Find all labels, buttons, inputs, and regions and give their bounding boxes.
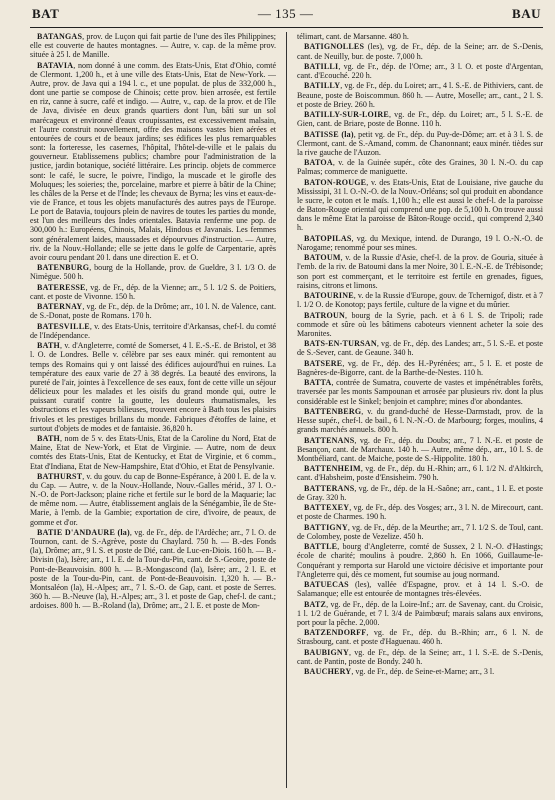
entry-text: , vg. de Fr., dép. des Landes; arr., 5 l. S.-E. et poste de S.-Sever, cant. de Geaune. 340 h.	[296, 339, 543, 358]
dictionary-entry	[297, 580, 543, 598]
entry-text: , vg. de Fr., dép. de la Drôme; arr., 10 l. N. de Valence, cant. de S.-Donat, poste de Romans. 170 h.	[30, 302, 277, 321]
dictionary-entry	[297, 110, 543, 128]
entry-headword: BATAVIA	[37, 60, 74, 70]
entry-text: , bourg de la Syrie, pach. et à 6 l. S. de Tripoli; rade commode et sûre où les bâtimens caboteurs viennent acheter la soie des Maronites.	[296, 310, 543, 338]
entry-headword: BAUBIGNY	[303, 647, 349, 657]
entry-headword: BATTA	[303, 378, 332, 388]
entry-text: , vg. de Fr., dép. de la Vienne; arr., 5 l. 1/2 S. de Poitiers, cant. et poste de Vivonne. 150 h.	[30, 282, 277, 301]
dictionary-entry	[30, 322, 276, 340]
entry-headword: BATUECAS	[303, 580, 349, 590]
entry-headword: BATOA	[303, 158, 333, 168]
entry-headword: BATERESSE	[37, 282, 86, 292]
entry-text: , vg. de Fr., dép. des H.-Pyrénées; arr., 5 l. E. et poste de Bagnères-de-Bigorre, cant. de la Barthe-de-Nestes. 110 h.	[296, 358, 543, 377]
dictionary-entry	[297, 359, 543, 377]
entry-headword: BATILLY	[303, 81, 341, 91]
entry-text: , vg. de Fr., dép. de l'Ardèche; arr., 7 l. O. de Tournon, cant. de S.-Agrève, poste du Chaylard. 750 h. — B.-des Fonds (la), Drôme; arr., 9 l. S. et poste de Dié, cant. de Luc-en-Diois. 160 h. — B.-Divisin (la), Isère; arr., 1 l. E. de la Tour-du-Pin, cant. de S.-Geoire, poste de Pont-de-Beauvoisin. 800 h. — B.-Mongascond (la), Isère; arr., 2 l. E. et poste de la Tour-du-Pin, cant. de Pont-de-Beauvoisin. 1,320 h. — B.-Montsaléon (la), H.-Alpes; arr., 7 l. S.-O. de Gap, cant. et poste de Serres. 360 h. — B.-Neuve (la), H.-Alpes; arr., 3 l. et poste de Gap, chef-l. de cant.; ardoises. 800 h. — B.-Roland (la), Drôme; arr., 2 l. E. et poste de Mon-	[30, 527, 277, 611]
dictionary-entry	[297, 523, 543, 541]
entry-headword: BATH	[37, 434, 61, 444]
entry-headword: BATTLE	[303, 542, 338, 552]
entry-text: télimart, cant. de Marsanne. 480 h.	[296, 32, 409, 41]
dictionary-entry	[297, 600, 543, 627]
entry-text: , v. d'Angleterre, comté de Somerset, 4 l. E.-S.-E. de Bristol, et 38 l. O. de Londres. Belle v. célèbre par ses eaux minér. qui remontent au temps des Romains qui y ont laissé des édifices aujourd'hui en ruines. La température des eaux varie de 27 à 38 degrés. La beauté des environs, la pureté de l'air, jointes à l'excellence de ses eaux, font de cette ville un séjour délicieux pour les malades et les oisifs du grand monde qui, outre le puissant curatif contre la goutte, les douleurs rhumatismales, les obstructions et les vapeurs bilieuses, trouvent encore à Bath tous les plaisirs frivoles et les prestiges brillans du monde. Fabriques d'étoffes de laine, et surtout d'objets de modes et de fantaisie. 36,820 h.	[30, 341, 277, 433]
left-column	[30, 32, 276, 788]
entry-text: (les), vallée d'Espagne, prov. et à 14 l. S.-O. de Salamanque; elle est entourée de montagnes très-élevées.	[296, 580, 543, 599]
entry-text: , vg. de Fr., dép. de la Meurthe; arr., 7 l. 1/2 S. de Toul, cant. de Colombey, poste de Vezelize. 450 h.	[296, 522, 543, 541]
entry-text: , vg. de Fr., dép. du Loiret; arr., 5 l. S.-E. de Gien, cant. de Briare, poste de Bonne. 110 h.	[296, 110, 543, 129]
dictionary-entry	[297, 542, 543, 579]
entry-text: , nom de 5 v. des Etats-Unis, Etat de la Caroline du Nord, Etat de Maine, Etat de New-York, et Etat de Virginie. — Autre, nom de deux comtés des Etats-Unis, Etat de Kentucky, et Etat de Virginie, et 6 comm., Etat d'Indiana, Etat de New-Hampshire, Etat d'Ohio, et Etat de Pensylvanie.	[30, 434, 277, 471]
entry-headword: BATANGAS	[37, 32, 83, 41]
dictionary-entry	[297, 484, 543, 502]
entry-text: , vg. de Fr., dép. du H.-Rhin; arr., 6 l. 1/2 N. d'Altkirch, cant. d'Habsheim, poste d'Ensisheim. 790 h.	[296, 464, 543, 483]
entry-text: , vg. de Fr., dép. de la Seine; arr., 1 l. S.-E. de S.-Denis, cant. de Pantin, poste de Bondy. 240 h.	[296, 647, 543, 666]
entry-text: , vg. de Fr., dép. du B.-Rhin; arr., 6 l. N. de Strasbourg, cant. et poste d'Haguenau. 460 h.	[296, 628, 543, 647]
entry-headword: BATZENDORFF	[303, 628, 367, 638]
dictionary-entry	[30, 341, 276, 433]
dictionary-entry	[297, 158, 543, 176]
dictionary-entry	[30, 61, 276, 262]
entry-text: , vg. de Fr., dép. des Vosges; arr., 3 l. N. de Mirecourt, cant. et poste de Charmes. 190 h.	[296, 503, 543, 522]
dictionary-entry	[297, 81, 543, 108]
dictionary-entry	[30, 434, 276, 471]
right-column	[297, 32, 543, 788]
entry-text: , vg. de Fr., dép. de la Loire-Inf.; arr. de Savenay, cant. du Croisic, 1 l. 1/2 de Guérande, et 7 l. 3/4 de Paimbœuf; marais salans aux environs, port pour la pêche. 2,000.	[296, 599, 543, 627]
dictionary-entry	[297, 42, 543, 60]
entry-headword: BATOURINE	[303, 291, 354, 301]
dictionary-entry	[30, 472, 276, 527]
dictionary-entry	[297, 436, 543, 463]
entry-text: , vg. de Fr., dép. du Doubs; arr., 7 l. N.-E. et poste de Besançon, cant. de Marchaux. 140 h. — Autre, même dép., arr., 10 l. S. de Montbéliard, cant. de Maiche, poste de S.-Hippolite. 180 h.	[296, 435, 543, 463]
entry-text: (les), vg. de Fr., dép. de la Seine; arr. de S.-Denis, cant. de Neuilly, bur. de poste. 7,000 h.	[296, 42, 543, 61]
header-rule	[30, 27, 543, 28]
dictionary-entry	[297, 291, 543, 309]
entry-headword: BATTIGNY	[303, 522, 348, 532]
dictionary-entry	[30, 283, 276, 301]
entry-headword: BATH	[37, 341, 61, 351]
entry-headword: BATS-EN-TURSAN	[303, 339, 377, 349]
dictionary-entry	[297, 464, 543, 482]
entry-text: , v. de la Guinée supér., côte des Graines, 30 l. N.-O. du cap Palmas; commerce de maniguette.	[296, 158, 543, 177]
dictionary-entry	[297, 648, 543, 666]
entry-headword: BATZ	[303, 599, 327, 609]
entry-text: , vg. de Fr., dép. de l'Orne; arr., 3 l. O. et poste d'Argentan, cant. d'Ecouché. 220 h.	[296, 61, 543, 80]
entry-headword: BATENBURG	[37, 263, 90, 273]
two-column-body	[30, 32, 543, 788]
column-divider	[286, 32, 287, 788]
dictionary-entry	[297, 62, 543, 80]
entry-text: , v. de la Russie d'Asie, chef-l. de la prov. de Gouria, située à l'emb. de la riv. de Batoumi dans la mer Noire, 30 l. E.-N.-E. de Trébisonde; son port est commerçant, et le territoire est fertile en grenades, figues, raisins, citrons et limons.	[296, 253, 543, 290]
entry-text: , v. des Etats-Unis, Etat de Louisiane, rive gauche du Mississipi, 31 l. O.-N.-O. de la Nouv.-Orléans; sol qui produit en abondance le sucre, le coton et le maïs. 1,100 h.; elle est aussi le chef-l. de la paroisse de Baton-Rouge oriental qui comprend une pop. de 5,100 h. On trouve aussi dans le même Etat la paroisse de Bâton-Rouge occid., qui comprend 2,340 h.	[296, 177, 543, 233]
entry-headword: BATIE D'ANDAURE (la)	[37, 527, 130, 537]
page-number: — 135 —	[257, 6, 314, 21]
entry-headword: BATROUN	[303, 310, 346, 320]
dictionary-entry	[297, 178, 543, 233]
entry-headword: BATILLY-SUR-LOIRE	[303, 110, 389, 119]
entry-text: , vg. de Fr., dép. de la H.-Saône; arr., cant., 1 l. E. et poste de Gray. 320 h.	[296, 483, 543, 502]
entry-headword: BATON-ROUGE	[303, 177, 367, 187]
entry-text: , bourg de la Hollande, prov. de Gueldre, 3 l. 1/3 O. de Nimègue. 500 h.	[30, 263, 277, 282]
entry-text: , bourg d'Angleterre, comté de Sussex, 2 l. N.-O. d'Hastings; école de charité; moulins à poudre. 2,860 h. En 1066, Guillaume-le-Conquérant y remporta sur Harold une victoire décisive et importante pour l'Angleterre qui, dès ce moment, fut soumise au joug normand.	[296, 542, 543, 579]
entry-headword: BATTERANS	[303, 483, 355, 493]
dictionary-entry	[297, 311, 543, 338]
entry-headword: BATERNAY	[37, 302, 83, 312]
entry-text: , v. des Etats-Unis, territoire d'Arkansas, chef-l. du comté de l'Indépendance.	[30, 321, 277, 340]
dictionary-entry	[30, 263, 276, 281]
entry-headword: BATILLI	[303, 61, 339, 71]
entry-headword: BATIGNOLLES	[303, 42, 365, 52]
entry-text: , v. du grand-duché de Hesse-Darmstadt, prov. de la Hesse supér., chef-l. de bail., 6 l. N.-N.-O. de Marbourg; forges, moulins, 4 grands marchés annuels. 800 h.	[296, 406, 543, 435]
header-left-word: BAT	[32, 6, 60, 21]
dictionary-entry	[297, 503, 543, 521]
entry-headword: BATOPILAS	[303, 233, 352, 243]
entry-text: , v. du gouv. du cap de Bonne-Espérance, à 200 l. E. de la v. du Cap. — Autre, v. de la Nouv.-Hollande, Nouv.-Galles mérid., 37 l. O.-N.-O. de Port-Jackson; plaine riche et fertile sur le bord de la Maquarie; lac de même nom. — Autre, établissement anglais de la Sénégambie, île de Ste-Marie, à l'emb. de la Gambie; exportation de cire, d'ivoire, de peaux, de gomme et d'or.	[30, 471, 277, 527]
entry-text: , nom donné à une comm. des Etats-Unis, Etat d'Ohio, comté de Clermont. 1,200 h., et à une ville des Etats-Unis, Etat de New-York. — Autre, prov. de Java qui a 194 l. c., et une populat. de plus de 332,000 h., dont une partie se compose de Chinois; cette prov. bien arrosée, est fertile en riz, canne à sucre, café et indigo. — Autre, v., cap. de la prov. et de l'île de Java, divisée en deux grands quartiers dont l'un, bâti sur un sol marécageux et environné d'eaux croupissantes, est excessivement malsain, et l'autre construit nouvellement, offre des maisons vastes bien aérées et entourées de cours et de beaux jardins; ses édifices les plus remarquables sont: la forteresse, les casernes, l'hôpital, l'hôtel-de-ville et le palais du gouverneur. Etablissemens publics; chambre pour l'administration de la justice, jardin botanique, société littéraire. Les princip. objets de commerce sont: le café, le sucre, le poivre, l'indigo, la muscade et le girofle des Moluques; les soieries; the, porcelaine, marbre et pierre à bâtir de la Chine; les châles de la Perse et de l'Inde; les chevaux de Byrna; les vins et eaux-de-vie de France, et tous les objets manufacturés des autres pays de l'Europe. Le port de Batavia, toujours plein de navires de toutes les parties du monde, est l'un des meilleurs des Indes orientales. Batavia renferme une pop. de 300,000 h.: Européens, Chinois, Malais, Hindous et Javanais. Les femmes sont généralement laides, maussades et dépourvues d'instruction. — Autre, riv. de la Nouv.-Hollande; elle se jette dans le golfe de Carpentarie, après avoir couru pendant 20 l. dans une direction E. et O.	[30, 60, 277, 262]
dictionary-entry	[30, 528, 276, 610]
entry-text: , contrée de Sumatra, couverte de vastes et impénétrables forêts, traversée par les monts Sampounan et arrosée par plusieurs riv. dont la plus considérable est le Sinkel; benjoin et camphre; mines d'or abondantes.	[296, 378, 543, 406]
entry-headword: BATESVILLE	[37, 321, 90, 331]
entry-text: , v. de la Russie d'Europe, gouv. de Tchernigof, distr. et à 7 l. 1/2 O. de Konotop; pays fertile, culture de la vigne et du mûrier.	[296, 291, 543, 310]
dictionary-entry	[30, 32, 276, 59]
entry-headword: BATTENHEIM	[303, 464, 361, 474]
header-right-word: BAU	[512, 6, 541, 21]
entry-text: , vg. de Fr., dép. du Loiret; arr., 4 l. S.-E. de Pithiviers, cant. de Beaune, poste de Boiscommun. 860 h. — Autre, Moselle; arr., cant., 2 l. S. et poste de Briey. 260 h.	[296, 81, 543, 109]
entry-headword: BATTENBERG	[303, 406, 362, 416]
entry-headword: BATSERE	[303, 358, 343, 368]
dictionary-entry	[297, 32, 543, 41]
dictionary-entry	[297, 234, 543, 252]
entry-headword: BATTENANS	[303, 435, 355, 445]
entry-headword: BATOUM	[303, 253, 341, 263]
dictionary-entry	[297, 378, 543, 405]
page-header	[30, 6, 543, 24]
dictionary-entry	[297, 407, 543, 434]
entry-headword: BATTEXEY	[303, 503, 350, 513]
entry-headword: BAUCHERY	[303, 667, 352, 677]
entry-text: , petit vg. de Fr., dép. du Puy-de-Dôme; arr. et à 3 l. S. de Clermont, cant. de S.-Amand, comm. de Chanonnant; eaux minér. tièdes sur la rive gauche de l'Auzon.	[296, 129, 543, 157]
entry-headword: BATISSE (la)	[303, 129, 354, 139]
entry-text: , vg. du Mexique, intend. de Durango, 19 l. O.-N.-O. de Narogame; renommé pour ses mines.	[296, 233, 543, 252]
dictionary-entry	[297, 628, 543, 646]
entry-headword: BATHURST	[37, 471, 83, 481]
dictionary-entry	[297, 339, 543, 357]
dictionary-entry	[297, 667, 543, 676]
entry-text: , vg. de Fr., dép. de Seine-et-Marne; arr., 3 l.	[351, 667, 495, 677]
dictionary-entry	[297, 130, 543, 157]
dictionary-entry	[297, 253, 543, 290]
dictionary-entry	[30, 302, 276, 320]
entry-text: , prov. de Luçon qui fait partie de l'une des îles Philippines; elle est couverte de hautes montagnes. — Autre, v. cap. de la même prov. située à 25 l. de Manille.	[30, 32, 277, 60]
